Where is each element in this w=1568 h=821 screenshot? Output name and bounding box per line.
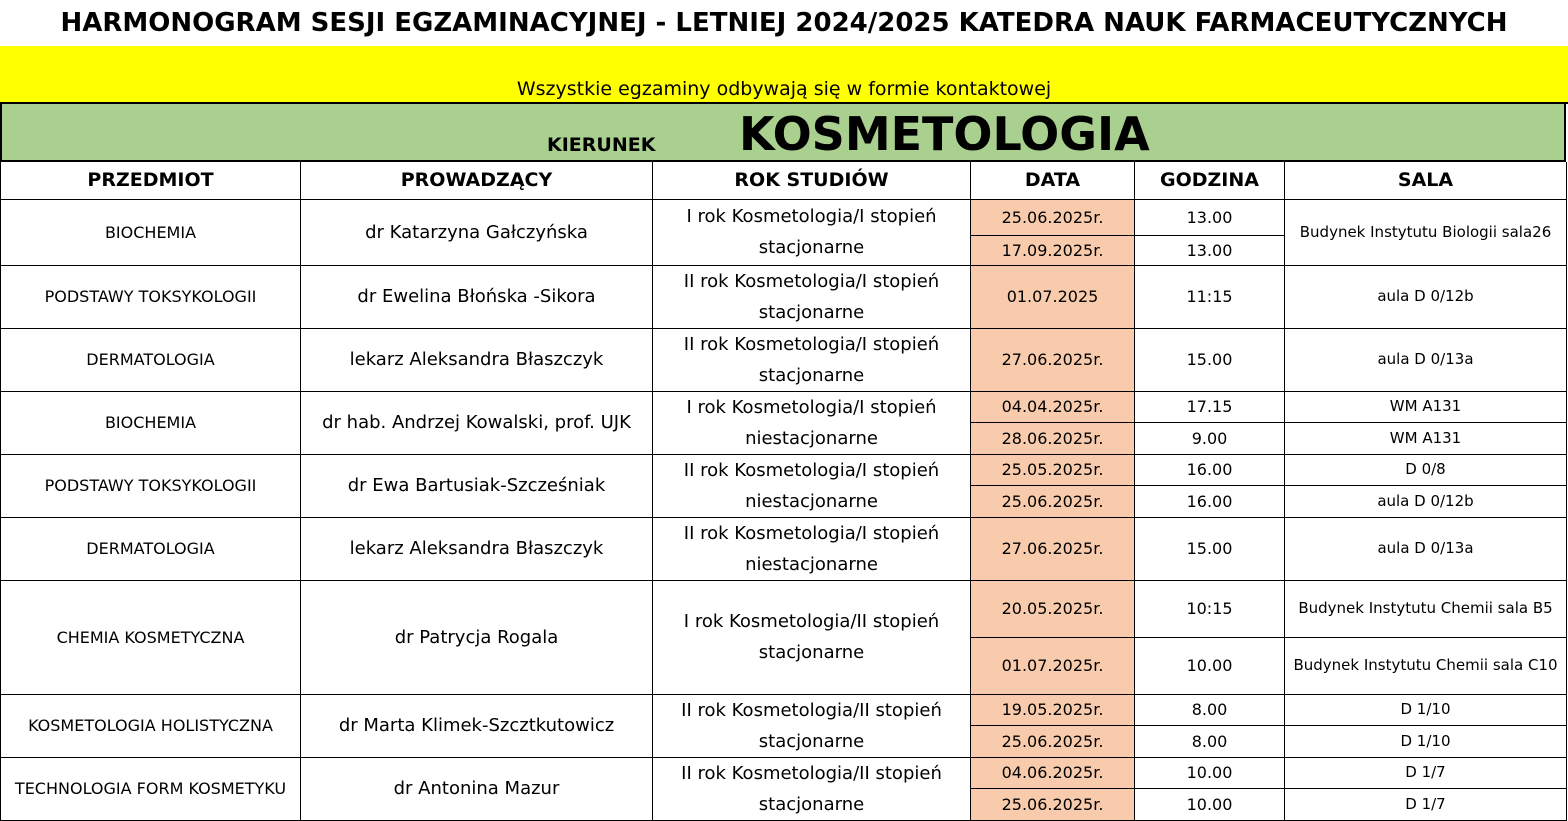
year-cell: II rok Kosmetologia/II stopień stacjonarne	[653, 757, 971, 820]
program-label: KIERUNEK	[547, 134, 656, 156]
year-cell: II rok Kosmetologia/II stopień stacjonarne	[653, 694, 971, 757]
lecturer-cell: dr Ewa Bartusiak-Szcześniak	[301, 454, 653, 517]
program-banner	[0, 104, 1566, 162]
date-cell: 25.06.2025r.	[971, 486, 1135, 518]
room-cell: D 1/10	[1285, 694, 1567, 726]
room-cell: D 1/7	[1285, 757, 1567, 789]
hour-cell: 16.00	[1135, 486, 1285, 518]
date-cell: 04.04.2025r.	[971, 391, 1135, 423]
room-cell: WM A131	[1285, 423, 1567, 455]
table-row	[1, 694, 1567, 726]
lecturer-cell: dr Antonina Mazur	[301, 757, 653, 820]
col-hour: GODZINA	[1135, 162, 1285, 199]
room-cell: WM A131	[1285, 391, 1567, 423]
hour-cell: 10:15	[1135, 580, 1285, 637]
year-cell: II rok Kosmetologia/I stopień stacjonarne	[653, 265, 971, 328]
hour-cell: 13.00	[1135, 199, 1285, 235]
hour-cell: 8.00	[1135, 694, 1285, 726]
room-cell: aula D 0/13a	[1285, 517, 1567, 580]
date-cell: 25.06.2025r.	[971, 199, 1135, 235]
lecturer-cell: lekarz Aleksandra Błaszczyk	[301, 328, 653, 391]
hour-cell: 10.00	[1135, 789, 1285, 821]
subject-cell: TECHNOLOGIA FORM KOSMETYKU	[1, 757, 301, 820]
date-cell: 17.09.2025r.	[971, 235, 1135, 265]
room-cell: Budynek Instytutu Chemii sala C10	[1285, 637, 1567, 694]
hour-cell: 10.00	[1135, 637, 1285, 694]
subject-cell: PODSTAWY TOKSYKOLOGII	[1, 454, 301, 517]
date-cell: 25.06.2025r.	[971, 726, 1135, 758]
header-row	[1, 162, 1567, 199]
room-cell: Budynek Instytutu Chemii sala B5	[1285, 580, 1567, 637]
date-cell: 27.06.2025r.	[971, 517, 1135, 580]
subject-cell: KOSMETOLOGIA HOLISTYCZNA	[1, 694, 301, 757]
subject-cell: BIOCHEMIA	[1, 391, 301, 454]
col-room: SALA	[1285, 162, 1567, 199]
year-cell: I rok Kosmetologia/II stopień stacjonarne	[653, 580, 971, 694]
subject-cell: DERMATOLOGIA	[1, 328, 301, 391]
date-cell: 04.06.2025r.	[971, 757, 1135, 789]
table-row	[1, 454, 1567, 486]
subject-cell: DERMATOLOGIA	[1, 517, 301, 580]
lecturer-cell: dr Patrycja Rogala	[301, 580, 653, 694]
table-row	[1, 757, 1567, 789]
date-cell: 27.06.2025r.	[971, 328, 1135, 391]
hour-cell: 16.00	[1135, 454, 1285, 486]
room-cell: aula D 0/12b	[1285, 265, 1567, 328]
hour-cell: 9.00	[1135, 423, 1285, 455]
table-row	[1, 391, 1567, 423]
date-cell: 20.05.2025r.	[971, 580, 1135, 637]
col-year: ROK STUDIÓW	[653, 162, 971, 199]
date-cell: 25.05.2025r.	[971, 454, 1135, 486]
hour-cell: 15.00	[1135, 517, 1285, 580]
program-name: KOSMETOLOGIA	[739, 107, 1150, 161]
col-date: DATA	[971, 162, 1135, 199]
col-subject: PRZEDMIOT	[1, 162, 301, 199]
year-cell: I rok Kosmetologia/I stopień stacjonarne	[653, 199, 971, 265]
room-cell: Budynek Instytutu Biologii sala26	[1285, 199, 1567, 265]
lecturer-cell: dr Marta Klimek-Szcztkutowicz	[301, 694, 653, 757]
room-cell: D 1/7	[1285, 789, 1567, 821]
schedule-table	[0, 162, 1567, 821]
date-cell: 01.07.2025r.	[971, 637, 1135, 694]
lecturer-cell: dr Ewelina Błońska -Sikora	[301, 265, 653, 328]
room-cell: aula D 0/12b	[1285, 486, 1567, 518]
room-cell: D 0/8	[1285, 454, 1567, 486]
hour-cell: 8.00	[1135, 726, 1285, 758]
year-cell: II rok Kosmetologia/I stopień niestacjonarne	[653, 517, 971, 580]
date-cell: 19.05.2025r.	[971, 694, 1135, 726]
col-lecturer: PROWADZĄCY	[301, 162, 653, 199]
room-cell: D 1/10	[1285, 726, 1567, 758]
year-cell: I rok Kosmetologia/I stopień niestacjonarne	[653, 391, 971, 454]
table-row	[1, 265, 1567, 328]
date-cell: 28.06.2025r.	[971, 423, 1135, 455]
table-row	[1, 199, 1567, 235]
table-row	[1, 517, 1567, 580]
hour-cell: 13.00	[1135, 235, 1285, 265]
hour-cell: 10.00	[1135, 757, 1285, 789]
notice-banner	[0, 46, 1568, 104]
lecturer-cell: dr hab. Andrzej Kowalski, prof. UJK	[301, 391, 653, 454]
hour-cell: 11:15	[1135, 265, 1285, 328]
subject-cell: BIOCHEMIA	[1, 199, 301, 265]
year-cell: II rok Kosmetologia/I stopień niestacjonarne	[653, 454, 971, 517]
date-cell: 01.07.2025	[971, 265, 1135, 328]
page-title: HARMONOGRAM SESJI EGZAMINACYJNEJ - LETNIEJ 2024/2025 KATEDRA NAUK FARMACEUTYCZNYCH	[0, 0, 1568, 46]
notice-text: Wszystkie egzaminy odbywają się w formie kontaktowej	[516, 78, 1052, 100]
hour-cell: 15.00	[1135, 328, 1285, 391]
year-cell: II rok Kosmetologia/I stopień stacjonarne	[653, 328, 971, 391]
subject-cell: CHEMIA KOSMETYCZNA	[1, 580, 301, 694]
subject-cell: PODSTAWY TOKSYKOLOGII	[1, 265, 301, 328]
table-row	[1, 580, 1567, 637]
date-cell: 25.06.2025r.	[971, 789, 1135, 821]
hour-cell: 17.15	[1135, 391, 1285, 423]
lecturer-cell: dr Katarzyna Gałczyńska	[301, 199, 653, 265]
lecturer-cell: lekarz Aleksandra Błaszczyk	[301, 517, 653, 580]
room-cell: aula D 0/13a	[1285, 328, 1567, 391]
table-row	[1, 328, 1567, 391]
